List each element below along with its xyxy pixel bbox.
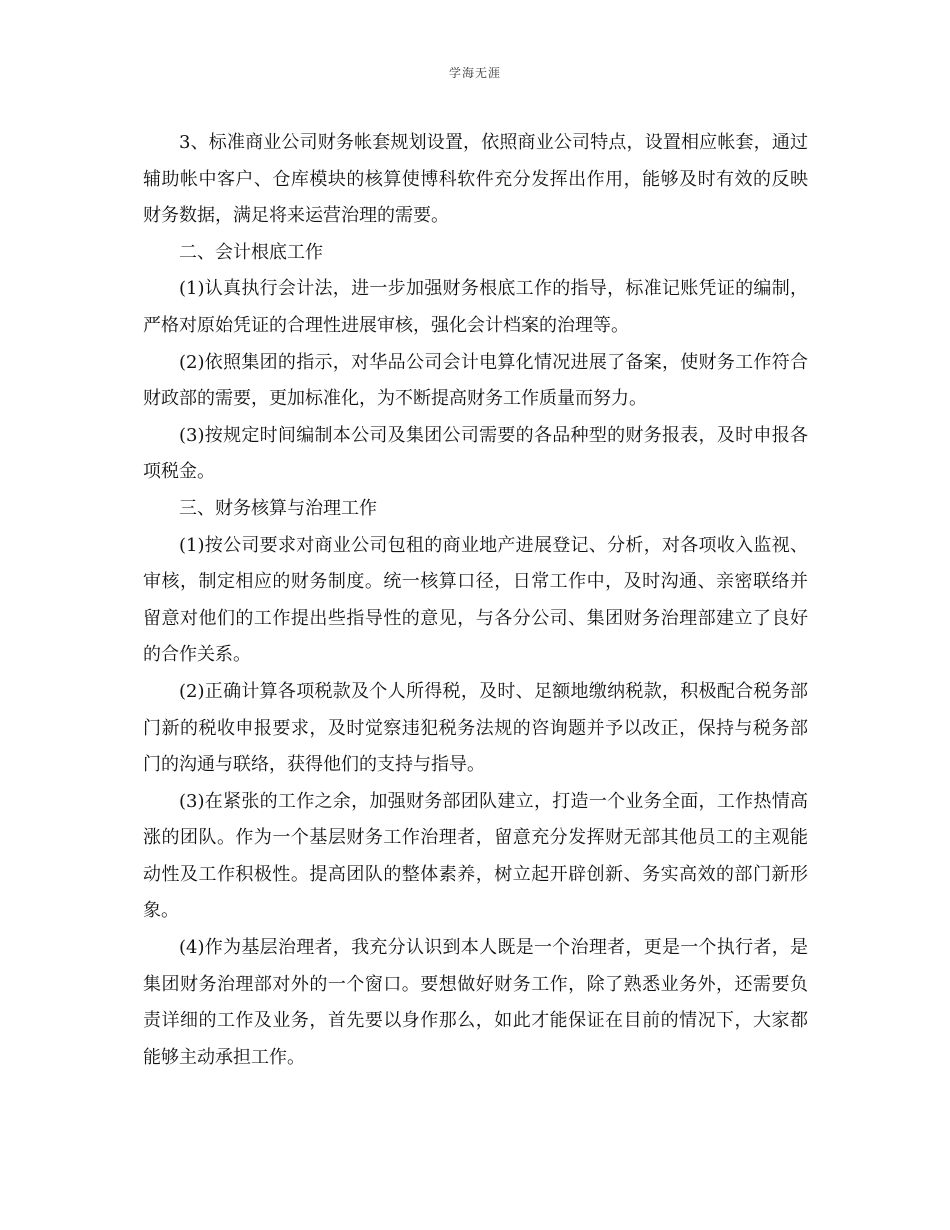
- section-heading-accounting-basics: 二、会计根底工作: [179, 241, 323, 263]
- section-heading-finance-management: 三、财务核算与治理工作: [179, 497, 377, 519]
- paragraph-management-3: (3)在紧张的工作之余，加强财务部团队建立，打造一个业务全面，工作热情高涨的团队。作为一个基层财务工作治理者，留意充分发挥财无部其他员工的主观能动性及工作积极性。提高团队的整体素养，树立起开辟创新、务实高效的部门新形象。: [143, 790, 808, 922]
- paragraph-management-2: (2)正确计算各项税款及个人所得税，及时、足额地缴纳税款，积极配合税务部门新的税收申报要求，及时觉察违犯税务法规的咨询题并予以改正，保持与税务部门的沟通与联络，获得他们的支持与指导。: [143, 680, 808, 776]
- paragraph-basics-2: (2)依照集团的指示，对华品公司会计电算化情况进展了备案，使财务工作符合财政部的需要，更加标准化，为不断提高财务工作质量而努力。: [143, 351, 808, 410]
- paragraph-management-1: (1)按公司要求对商业公司包租的商业地产进展登记、分析，对各项收入监视、审核，制定相应的财务制度。统一核算口径，日常工作中，及时沟通、亲密联络并留意对他们的工作提出些指导性的意见，与各分公司、集团财务治理部建立了良好的合作关系。: [143, 534, 808, 666]
- paragraph-basics-3: (3)按规定时间编制本公司及集团公司需要的各品种型的财务报表，及时申报各项税金。: [143, 424, 808, 483]
- paragraph-management-4: (4)作为基层治理者，我充分认识到本人既是一个治理者，更是一个执行者，是集团财务治理部对外的一个窗口。要想做好财务工作，除了熟悉业务外，还需要负责详细的工作及业务，首先要以身作那么，如此才能保证在目前的情况下，大家都能够主动承担工作。: [143, 937, 808, 1068]
- paragraph-item-3: 3、标准商业公司财务帐套规划设置，依照商业公司特点，设置相应帐套，通过辅助帐中客户、仓库模块的核算使博科软件充分发挥出作用，能够及时有效的反映财务数据，满足将来运营治理的需要。: [143, 132, 808, 227]
- document-body: [143, 125, 808, 1076]
- page-header: 学海无涯: [448, 66, 501, 80]
- paragraph-basics-1: (1)认真执行会计法，进一步加强财务根底工作的指导，标准记账凭证的编制，严格对原始凭证的合理性进展审核，强化会计档案的治理等。: [143, 278, 808, 336]
